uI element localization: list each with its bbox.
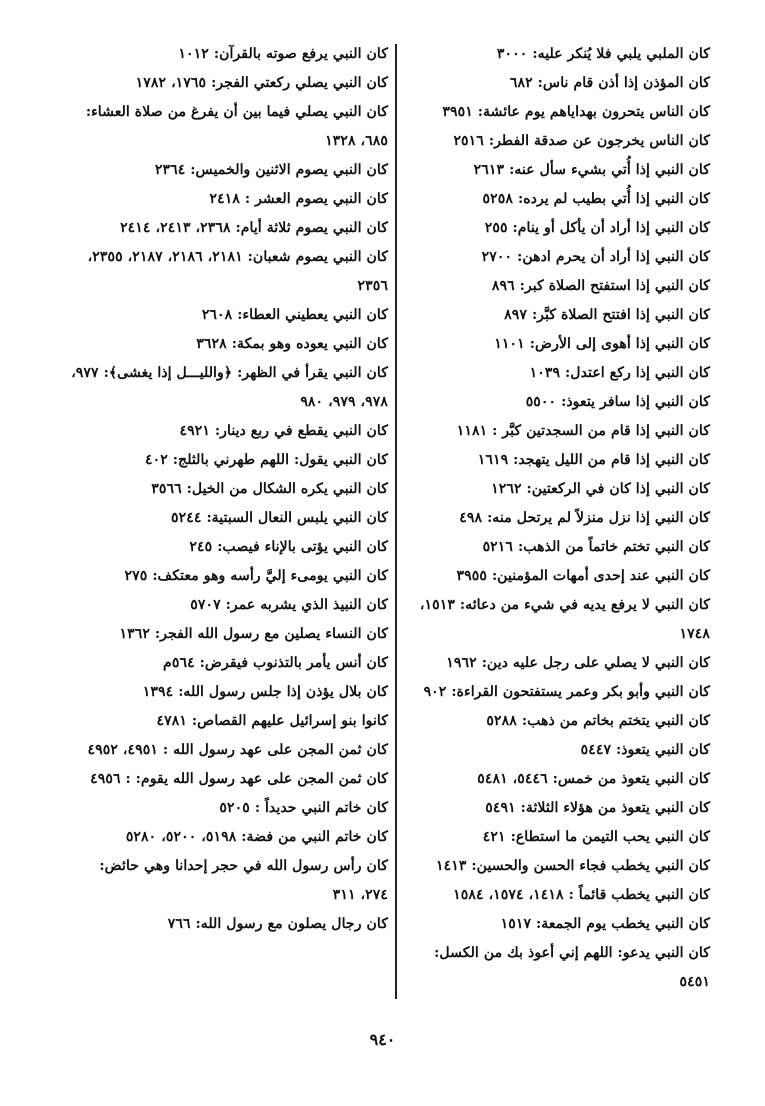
index-entry: كان النبي عند إحدى أمهات المؤمنين: ٣٩٥٥ <box>456 568 710 584</box>
index-entry: كان النبي يقطع في ربع دينار: ٤٩٢١ <box>179 423 388 439</box>
index-entry: كان ثمن المجن على عهد رسول الله يقوم: : ٤٩٥٦ <box>90 771 388 787</box>
index-entry: كان النبي يصلي فيما بين أن يفرغ من صلاة العشاء: ٦٨٥، ١٣٢٨ <box>85 104 388 149</box>
index-entry: كان النبي يلبس النعال السبتية: ٥٢٤٤ <box>171 510 388 526</box>
index-entry: كان النبي يعطيني العطاء: ٢٦٠٨ <box>201 307 388 323</box>
index-entry: كان النبي إذا ركع اعتدل: ١٠٣٩ <box>529 365 710 381</box>
index-entry: كان رأس رسول الله في حجر إحدانا وهي حائض: ٢٧٤، ٣١١ <box>99 858 388 903</box>
index-entry: كان النبي يصوم الاثنين والخميس: ٢٣٦٤ <box>154 162 388 178</box>
index-entry: كان النبي إذا كان في الركعتين: ١٢٦٢ <box>491 481 710 497</box>
index-entry: كان النبي يصلي ركعتي الفجر: ١٧٦٥، ١٧٨٢ <box>135 75 388 91</box>
index-entry: كان الناس يخرجون عن صدقة الفطر: ٢٥١٦ <box>453 133 710 149</box>
index-entry: كان النبي يخطب فجاء الحسن والحسين: ١٤١٣ <box>435 858 710 874</box>
index-entry: كان النبي إذا سافر يتعوذ: ٥٥٠٠ <box>525 394 710 410</box>
index-entry: كان النبي إذا قام من الليل يتهجد: ١٦١٩ <box>477 452 710 468</box>
page-number: ٩٤٠ <box>369 1030 396 1049</box>
index-entry: كان النبي يتعوذ: ٥٤٤٧ <box>580 742 710 758</box>
index-entry: كان أنس يأمر بالتذنوب فيقرض: ٥٦٤م <box>163 655 388 671</box>
index-entry: كان خاتم النبي حديداً : ٥٢٠٥ <box>219 800 388 816</box>
index-entry: كان النبي يقول: اللهم طهرني بالثلج: ٤٠٢ <box>144 452 388 468</box>
index-entry: كان رجال يصلون مع رسول الله: ٧٦٦ <box>167 916 388 932</box>
index-entry: كان النساء يصلين مع رسول الله الفجر: ١٣٦٢ <box>119 626 388 642</box>
index-entry: كان النبي يكره الشكال من الخيل: ٣٥٦٦ <box>151 481 388 497</box>
index-entry: كانوا بنو إسرائيل عليهم القصاص: ٤٧٨١ <box>156 713 388 729</box>
index-entry: كان النبي إذا أراد أن يحرم ادهن: ٢٧٠٠ <box>481 249 710 265</box>
index-entry: كان النبي إذا أهوى إلى الأرض: ١١٠١ <box>494 336 710 352</box>
index-entry: كان النبي يعوده وهو بمكة: ٣٦٢٨ <box>196 336 388 352</box>
index-entry: كان النبي يتعوذ من هؤلاء الثلاثة: ٥٤٩١ <box>485 800 710 816</box>
index-entry: كان النبي يؤتى بالإناء فيصب: ٢٤٥ <box>189 539 388 555</box>
index-entry: كان المؤذن إذا أذن قام ناس: ٦٨٢ <box>509 75 710 91</box>
index-entry: كان النبيذ الذي يشربه عمر: ٥٧٠٧ <box>190 597 388 613</box>
index-entry: كان النبي وأبو بكر وعمر يستفتحون القراءة: ٩٠٢ <box>423 684 710 700</box>
index-entry: كان النبي إذا أُتي بطيب لم يرده: ٥٢٥٨ <box>482 191 710 207</box>
index-entry: كان النبي يتختم بخاتم من ذهب: ٥٢٨٨ <box>486 713 710 729</box>
index-entry: كان النبي إذا قام من السجدتين كبَّر : ١١٨١ <box>456 423 710 439</box>
index-entry: كان النبي يخطب قائماً : ١٤١٨، ١٥٧٤، ١٥٨٤ <box>453 887 710 903</box>
index-entry: كان الملبي يلبي فلا يُنكر عليه: ٣٠٠٠ <box>496 46 710 62</box>
index-entry: كان النبي لا يصلي على رجل عليه دين: ١٩٦٢ <box>446 655 710 671</box>
left-column <box>70 40 388 939</box>
index-entry: كان النبي يخطب يوم الجمعة: ١٥١٧ <box>500 916 710 932</box>
index-entry: كان النبي يدعو: اللهم إني أعوذ بك من الكسل: ٥٤٥١ <box>434 945 710 990</box>
index-entry: كان النبي لا يرفع يديه في شيء من دعائه: ١٥١٣، ١٧٤٨ <box>419 597 710 642</box>
index-entry: كان النبي إذا أراد أن يأكل أو ينام: ٢٥٥ <box>484 220 710 236</box>
index-entry: كان النبي إذا أُتي بشيء سأل عنه: ٢٦١٣ <box>473 162 710 178</box>
index-entry: كان النبي يتعوذ من خمس: ٥٤٤٦، ٥٤٨١ <box>477 771 710 787</box>
index-entry: كان الناس يتحرون بهداياهم يوم عائشة: ٣٩٥١ <box>442 104 710 120</box>
index-entry: كان النبي يحب التيمن ما استطاع: ٤٢١ <box>482 829 710 845</box>
index-entry: كان بلال يؤذن إذا جلس رسول الله: ١٣٩٤ <box>142 684 388 700</box>
index-entry: كان النبي تختم خاتماً من الذهب: ٥٢١٦ <box>482 539 710 555</box>
index-entry: كان خاتم النبي من فضة: ٥١٩٨، ٥٢٠٠، ٥٢٨٠ <box>125 829 388 845</box>
index-entry: كان ثمن المجن على عهد رسول الله : ٤٩٥١، ٤٩٥٢ <box>87 742 388 758</box>
index-entry: كان النبي يومىء إليَّ رأسه وهو معتكف: ٢٧٥ <box>124 568 388 584</box>
column-divider <box>395 44 397 999</box>
index-entry: كان النبي إذا نزل منزلاً لم يرتحل منه: ٤٩٨ <box>459 510 710 526</box>
index-entry: كان النبي يصوم شعبان: ٢١٨١، ٢١٨٦، ٢١٨٧، ٢٣٥٥، ٢٣٥٦ <box>87 249 388 294</box>
right-column <box>405 40 710 997</box>
index-entry: كان النبي إذا افتتح الصلاة كبَّر: ٨٩٧ <box>504 307 710 323</box>
index-entry: كان النبي يصوم العشر : ٢٤١٨ <box>209 191 388 207</box>
index-entry: كان النبي يرفع صوته بالقرآن: ١٠١٢ <box>178 46 388 62</box>
index-entry: كان النبي إذا استفتح الصلاة كبر: ٨٩٦ <box>491 278 710 294</box>
index-entry: كان النبي يصوم ثلاثة أيام: ٢٣٦٨، ٢٤١٣، ٢٤١٤ <box>120 220 388 236</box>
index-entry: كان النبي يقرأ في الظهر: ﴿والليـــل إذا يغشى﴾: ٩٧٧، ٩٧٨، ٩٧٩، ٩٨٠ <box>71 365 388 410</box>
